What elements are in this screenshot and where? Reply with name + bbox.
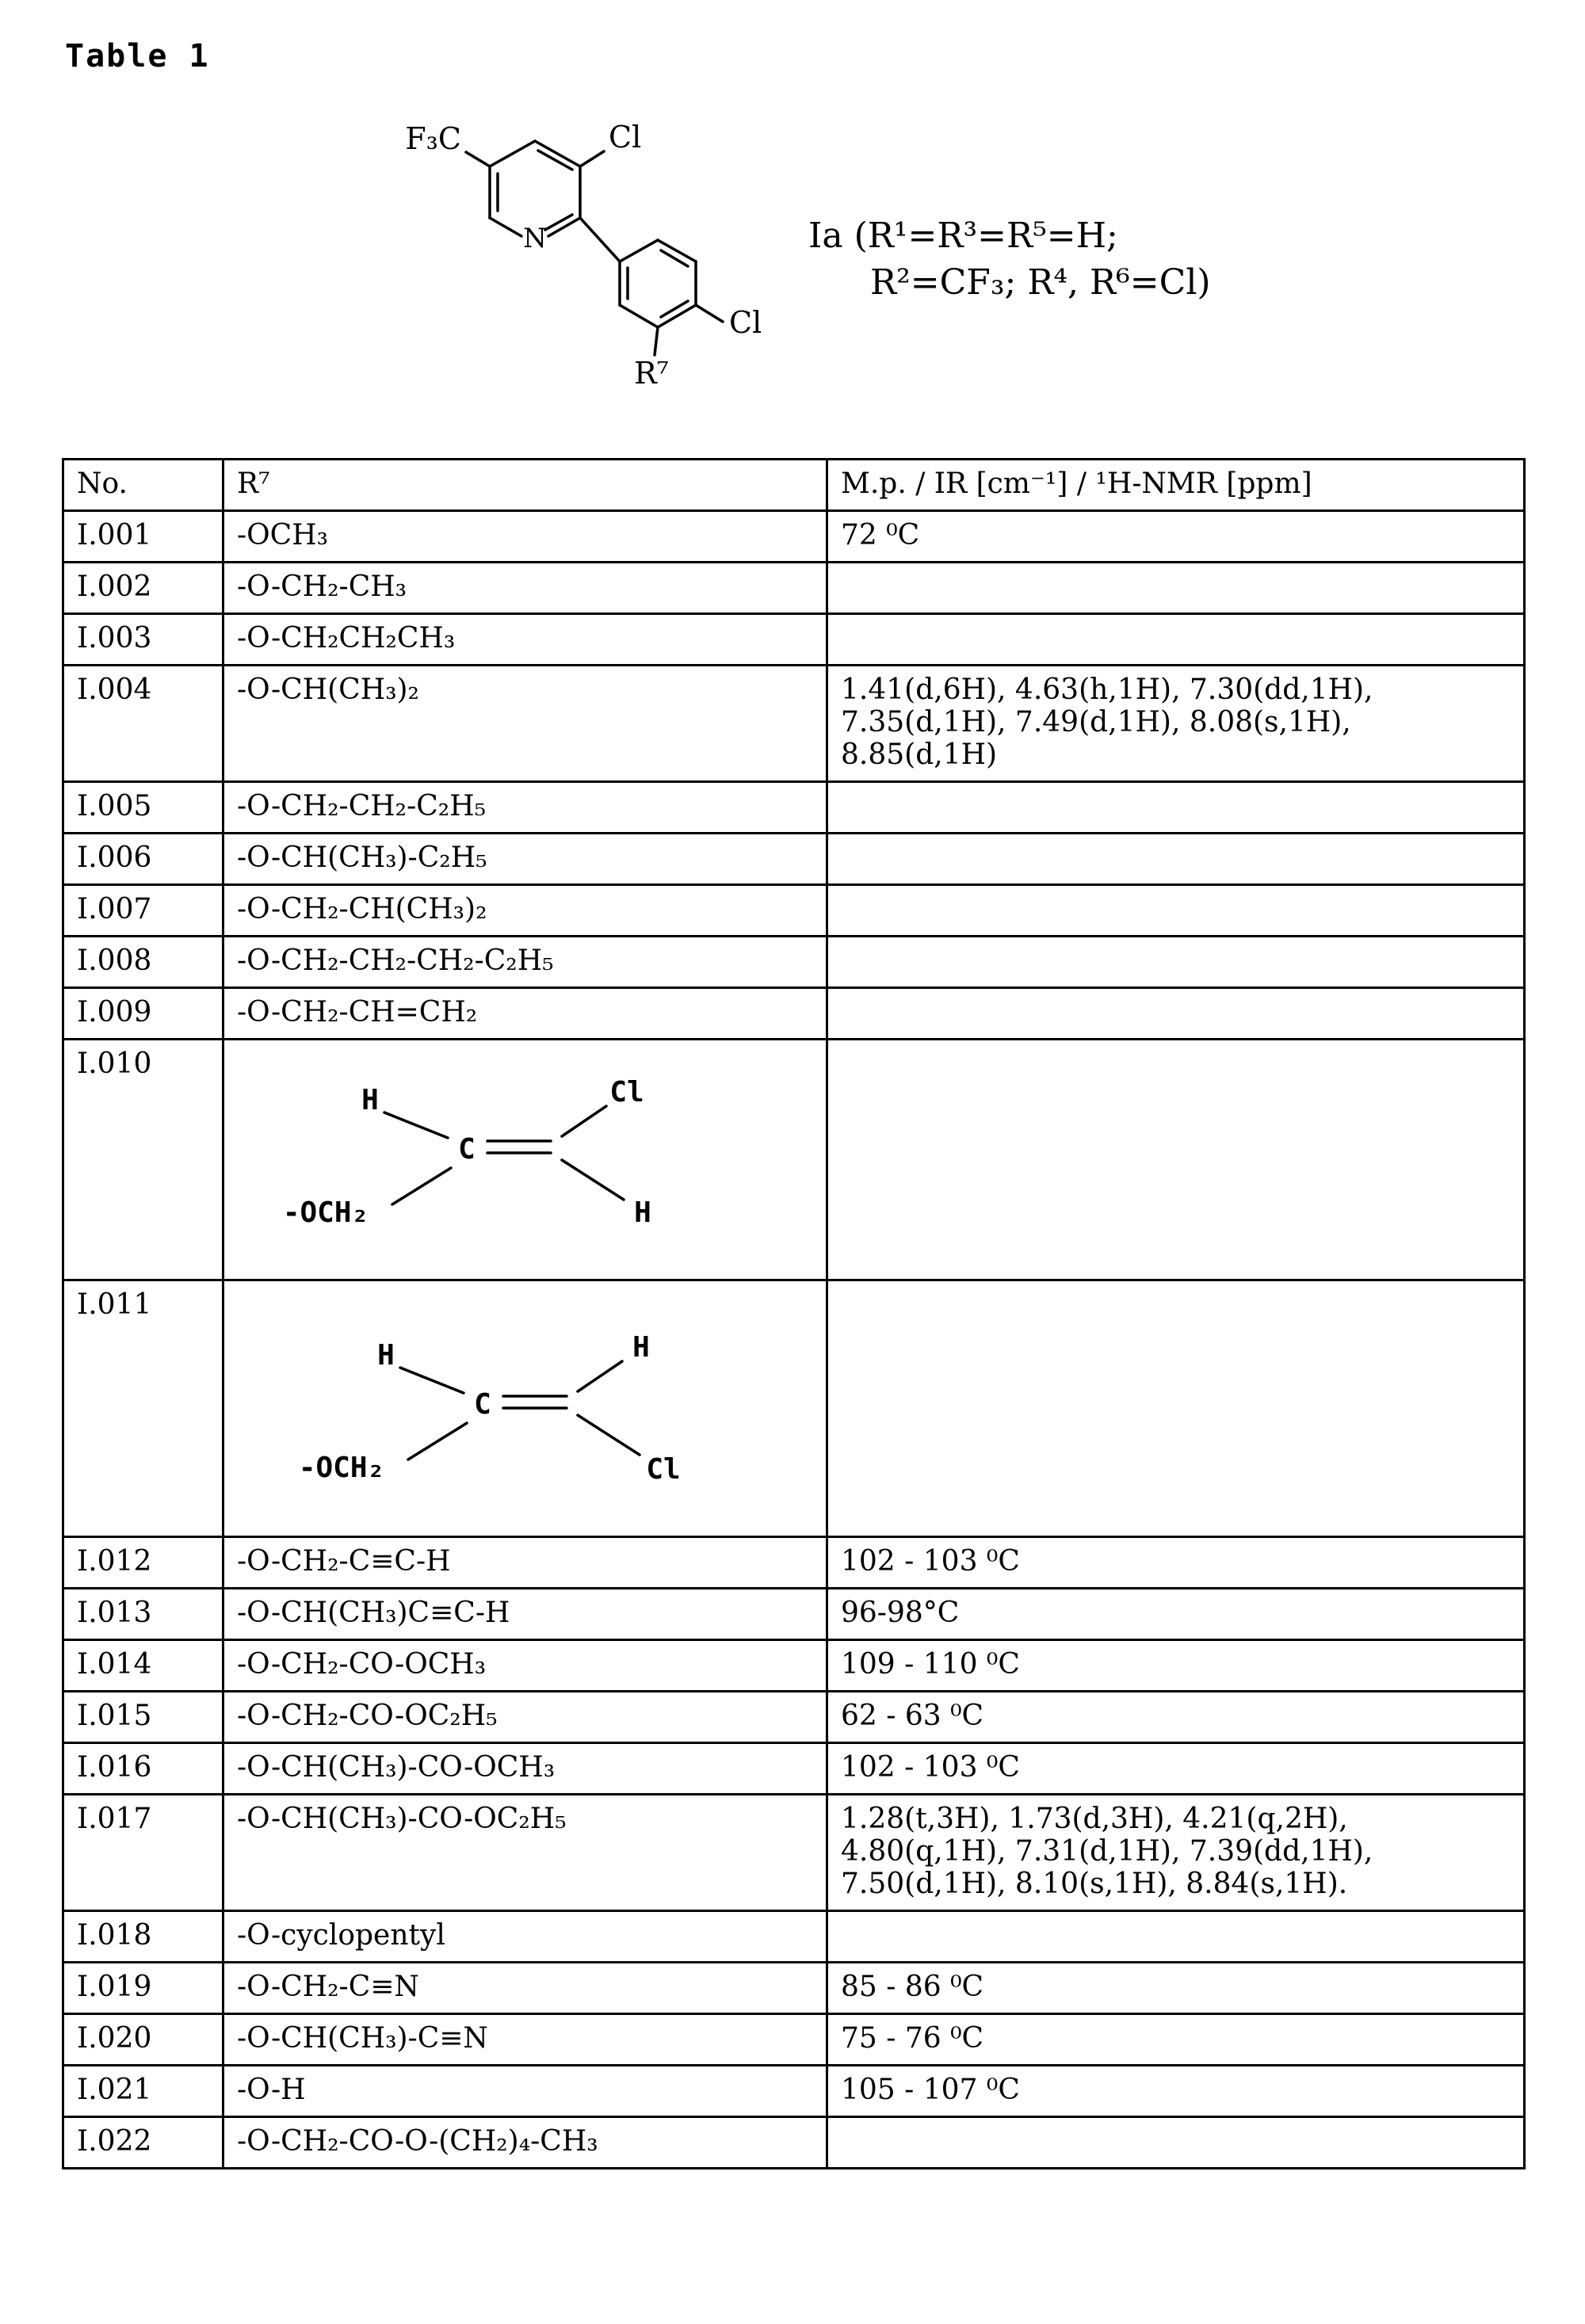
cell-mp [827, 885, 1525, 937]
cell-mp [827, 988, 1525, 1040]
r7-label: R⁷ [634, 356, 669, 391]
cell-r7: -O-CH₂-CH₂-CH₂-C₂H₅ [223, 937, 827, 988]
cell-no: I.009 [63, 988, 223, 1040]
table-row [63, 2066, 1525, 2117]
cell-r7: -O-CH₂-CO-O-(CH₂)₄-CH₃ [223, 2117, 827, 2169]
table-row [63, 614, 1525, 666]
cell-no: I.008 [63, 937, 223, 988]
cell-no: I.002 [63, 563, 223, 614]
cell-r7: -O-CH(CH₃)₂ [223, 666, 827, 782]
cell-no: I.017 [63, 1795, 223, 1911]
cell-mp: 1.41(d,6H), 4.63(h,1H), 7.30(dd,1H), 7.35(d,1H), 7.49(d,1H), 8.08(s,1H), 8.85(d,1H) [827, 666, 1525, 782]
cell-no: I.001 [63, 511, 223, 563]
cell-mp: 75 - 76 ⁰C [827, 2014, 1525, 2066]
table-row [63, 885, 1525, 937]
table-row [63, 1743, 1525, 1795]
cell-no: I.016 [63, 1743, 223, 1795]
h-top-right-label: H [632, 1331, 650, 1364]
cell-r7: -O-CH₂CH₂CH₃ [223, 614, 827, 666]
c-label: C [474, 1388, 491, 1421]
cell-mp [827, 1911, 1525, 1963]
cell-mp [827, 2117, 1525, 2169]
cell-r7: -O-CH₂-CH(CH₃)₂ [223, 885, 827, 937]
table-row [63, 1040, 1525, 1280]
compound-formula [808, 212, 1211, 307]
table-row [63, 1280, 1525, 1537]
cell-mp: 1.28(t,3H), 1.73(d,3H), 4.21(q,2H), 4.80(q,1H), 7.31(d,1H), 7.39(dd,1H), 7.50(d,1H), 8.10(s,1H), 8.84(s,1H). [827, 1795, 1525, 1911]
c-label: C [458, 1133, 476, 1166]
cell-r7: -O-CH₂-CH₃ [223, 563, 827, 614]
cell-no: I.011 [63, 1280, 223, 1537]
col-header-mp: M.p. / IR [cm⁻¹] / ¹H-NMR [ppm] [827, 460, 1525, 511]
cell-r7: -O-CH(CH₃)-CO-OC₂H₅ [223, 1795, 827, 1911]
table-row [63, 511, 1525, 563]
compound-table [62, 458, 1526, 2169]
cell-r7: -O-CH₂-CO-OC₂H₅ [223, 1692, 827, 1743]
lead-structure-drawing [372, 101, 832, 403]
cell-r7: -O-cyclopentyl [223, 1911, 827, 1963]
cell-mp: 102 - 103 ⁰C [827, 1743, 1525, 1795]
cell-mp [827, 782, 1525, 834]
f3c-label: F₃C [405, 121, 461, 156]
cell-no: I.012 [63, 1537, 223, 1589]
cell-no: I.004 [63, 666, 223, 782]
cell-r7: -O-CH(CH₃)-C≡N [223, 2014, 827, 2066]
cell-mp: 102 - 103 ⁰C [827, 1537, 1525, 1589]
cell-r7: -O-CH₂-C≡C-H [223, 1537, 827, 1589]
cell-no: I.014 [63, 1640, 223, 1692]
cell-r7-structure [223, 1040, 827, 1280]
table-row [63, 666, 1525, 782]
table-row [63, 834, 1525, 885]
cell-mp [827, 614, 1525, 666]
cell-r7: -O-CH₂-CH₂-C₂H₅ [223, 782, 827, 834]
cell-no: I.013 [63, 1589, 223, 1640]
cell-r7: -O-H [223, 2066, 827, 2117]
table-title: Table 1 [65, 38, 210, 74]
n-label: N [523, 223, 547, 254]
vinyl-structure-i011 [237, 1288, 815, 1526]
cell-r7: -O-CH₂-CO-OCH₃ [223, 1640, 827, 1692]
cell-mp: 96-98°C [827, 1589, 1525, 1640]
col-header-no: No. [63, 460, 223, 511]
cell-no: I.006 [63, 834, 223, 885]
cell-mp: 105 - 107 ⁰C [827, 2066, 1525, 2117]
header-row [63, 460, 1525, 511]
cell-no: I.005 [63, 782, 223, 834]
table-row [63, 937, 1525, 988]
formula-line2: R²=CF₃; R⁴, R⁶=Cl) [870, 262, 1211, 303]
cell-mp: 85 - 86 ⁰C [827, 1963, 1525, 2014]
table-row [63, 1692, 1525, 1743]
cell-mp [827, 937, 1525, 988]
cl-top-label: Cl [609, 120, 642, 155]
h-bottom-right-label: H [634, 1196, 651, 1229]
vinyl-structure-i010 [237, 1048, 815, 1269]
table-row [63, 782, 1525, 834]
cl-top-right-label: Cl [609, 1076, 644, 1109]
table-row [63, 988, 1525, 1040]
cell-no: I.019 [63, 1963, 223, 2014]
cl-bottom-right-label: Cl [646, 1453, 681, 1486]
cell-r7: -O-CH(CH₃)C≡C-H [223, 1589, 827, 1640]
cell-r7: -O-CH₂-C≡N [223, 1963, 827, 2014]
h-top-left-label: H [377, 1339, 395, 1372]
table-row [63, 1537, 1525, 1589]
table-row [63, 2014, 1525, 2066]
table-row [63, 1911, 1525, 1963]
table-row [63, 1795, 1525, 1911]
formula-line1: Ia (R¹=R³=R⁵=H; [808, 216, 1118, 256]
cell-r7: -O-CH(CH₃)-CO-OCH₃ [223, 1743, 827, 1795]
cell-r7: -O-CH(CH₃)-C₂H₅ [223, 834, 827, 885]
table-row [63, 2117, 1525, 2169]
cell-no: I.010 [63, 1040, 223, 1280]
cell-no: I.015 [63, 1692, 223, 1743]
table-row [63, 1963, 1525, 2014]
cell-r7: -O-CH₂-CH=CH₂ [223, 988, 827, 1040]
cell-no: I.007 [63, 885, 223, 937]
cell-mp: 72 ⁰C [827, 511, 1525, 563]
cell-mp: 62 - 63 ⁰C [827, 1692, 1525, 1743]
table-row [63, 1640, 1525, 1692]
table-row [63, 1589, 1525, 1640]
cell-no: I.020 [63, 2014, 223, 2066]
cell-no: I.018 [63, 1911, 223, 1963]
cell-no: I.021 [63, 2066, 223, 2117]
cell-mp [827, 1040, 1525, 1280]
och2-label: -OCH₂ [282, 1196, 369, 1229]
cell-mp [827, 834, 1525, 885]
cl-right-label: Cl [729, 305, 762, 340]
table-row [63, 563, 1525, 614]
cell-no: I.003 [63, 614, 223, 666]
cell-mp: 109 - 110 ⁰C [827, 1640, 1525, 1692]
cell-mp [827, 1280, 1525, 1537]
och2-label: -OCH₂ [298, 1452, 385, 1484]
cell-r7-structure [223, 1280, 827, 1537]
col-header-r7: R⁷ [223, 460, 827, 511]
cell-mp [827, 563, 1525, 614]
cell-no: I.022 [63, 2117, 223, 2169]
cell-r7: -OCH₃ [223, 511, 827, 563]
h-top-left-label: H [361, 1084, 379, 1116]
